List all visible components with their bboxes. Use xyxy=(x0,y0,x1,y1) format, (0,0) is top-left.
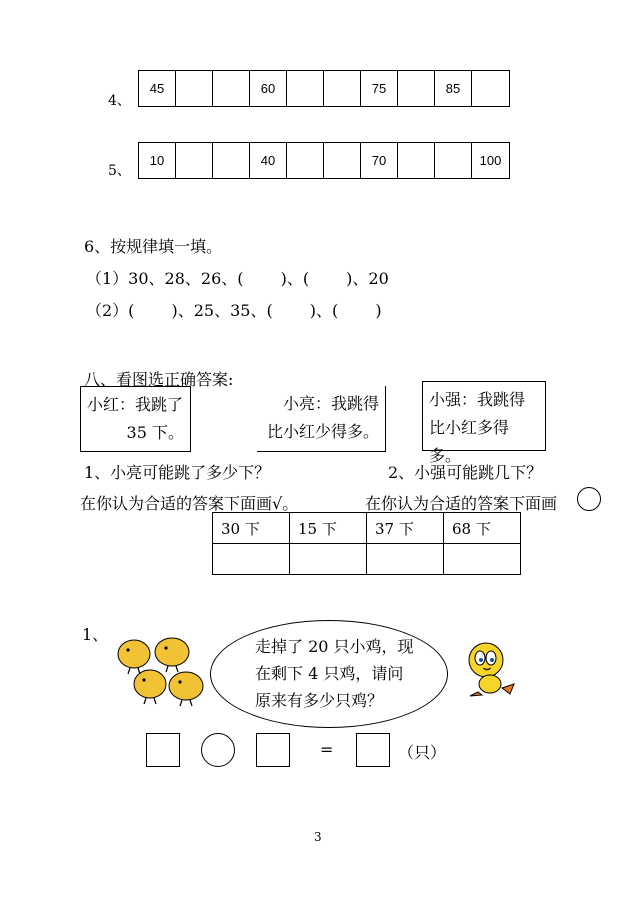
seq-cell: 10 xyxy=(139,143,176,178)
seq-cell[interactable] xyxy=(435,143,472,178)
bubble-xiaohong xyxy=(80,386,191,452)
option-cell: 68 下 xyxy=(444,513,521,544)
section8-title: 八、看图选正确答案: xyxy=(84,370,234,389)
equation-box-1[interactable] xyxy=(146,733,180,767)
seq-cell[interactable] xyxy=(287,71,324,106)
bubble-xiaoliang-line1: 小亮：我跳得 xyxy=(282,394,379,413)
problem-bubble-line2: 在剩下 4 只鸡，请问 xyxy=(255,664,404,683)
q6-line1: （1）30、28、26、( )、( )、20 xyxy=(86,269,389,288)
sequence-4-label: 4、 xyxy=(108,93,131,109)
sequence-5-row xyxy=(138,142,510,179)
q6-title: 6、按规律填一填。 xyxy=(84,237,223,256)
seq-cell[interactable] xyxy=(398,143,435,178)
bubble-xiaohong-line1: 小红：我跳了 xyxy=(87,395,184,414)
problem-bubble-line1: 走掉了 20 只小鸡，现 xyxy=(255,637,414,656)
problem-number: 1、 xyxy=(82,625,109,644)
answer-cell[interactable] xyxy=(444,544,521,575)
answer-cell[interactable] xyxy=(290,544,367,575)
equation-box-2[interactable] xyxy=(256,733,290,767)
seq-cell[interactable] xyxy=(472,71,509,106)
equals-sign: = xyxy=(320,740,334,759)
seq-cell: 85 xyxy=(435,71,472,106)
bird-illustration xyxy=(460,640,520,698)
unit-label: （只） xyxy=(398,743,447,762)
equation-operator-circle[interactable] xyxy=(201,733,235,767)
option-cell: 37 下 xyxy=(367,513,444,544)
seq-cell[interactable] xyxy=(176,143,213,178)
seq-cell[interactable] xyxy=(324,71,361,106)
seq-cell[interactable] xyxy=(287,143,324,178)
problem-bubble-line3: 原来有多少只鸡？ xyxy=(255,691,384,710)
seq-cell[interactable] xyxy=(176,71,213,106)
circle-symbol xyxy=(577,487,601,511)
section8-q2: 2、小强可能跳几下？ xyxy=(388,463,543,482)
seq-cell: 70 xyxy=(361,143,398,178)
page-number: 3 xyxy=(314,830,322,844)
section8-inst2: 在你认为合适的答案下面画 xyxy=(365,494,558,513)
seq-cell: 40 xyxy=(250,143,287,178)
bubble-xiaohong-line2: 35 下。 xyxy=(126,423,184,442)
seq-cell[interactable] xyxy=(213,71,250,106)
answer-cell[interactable] xyxy=(213,544,290,575)
bubble-xiaoqiang xyxy=(422,381,546,465)
seq-cell: 75 xyxy=(361,71,398,106)
seq-cell: 45 xyxy=(139,71,176,106)
option-cell: 30 下 xyxy=(213,513,290,544)
seq-cell: 60 xyxy=(250,71,287,106)
option-cell: 15 下 xyxy=(290,513,367,544)
answer-table xyxy=(212,512,521,575)
bubble-xiaoqiang-line1: 小强：我跳得 xyxy=(429,390,526,409)
bubble-xiaoliang-line2: 比小红少得多。 xyxy=(266,422,379,441)
q6-line2: （2）( )、25、35、( )、( ) xyxy=(86,301,382,320)
seq-cell[interactable] xyxy=(324,143,361,178)
sequence-5-label: 5、 xyxy=(108,163,131,179)
seq-cell[interactable] xyxy=(213,143,250,178)
bubble-xiaoqiang-line2: 比小红多得多。 xyxy=(429,418,510,465)
seq-cell: 100 xyxy=(479,153,502,168)
chicks-group-illustration xyxy=(112,634,212,710)
bubble-xiaoliang xyxy=(257,386,386,452)
seq-cell[interactable] xyxy=(398,71,435,106)
section8-q1: 1、小亮可能跳了多少下？ xyxy=(84,463,271,482)
section8-inst1: 在你认为合适的答案下面画√。 xyxy=(80,494,299,513)
sequence-4-row xyxy=(138,70,510,107)
equation-result-box[interactable] xyxy=(356,733,390,767)
answer-cell[interactable] xyxy=(367,544,444,575)
